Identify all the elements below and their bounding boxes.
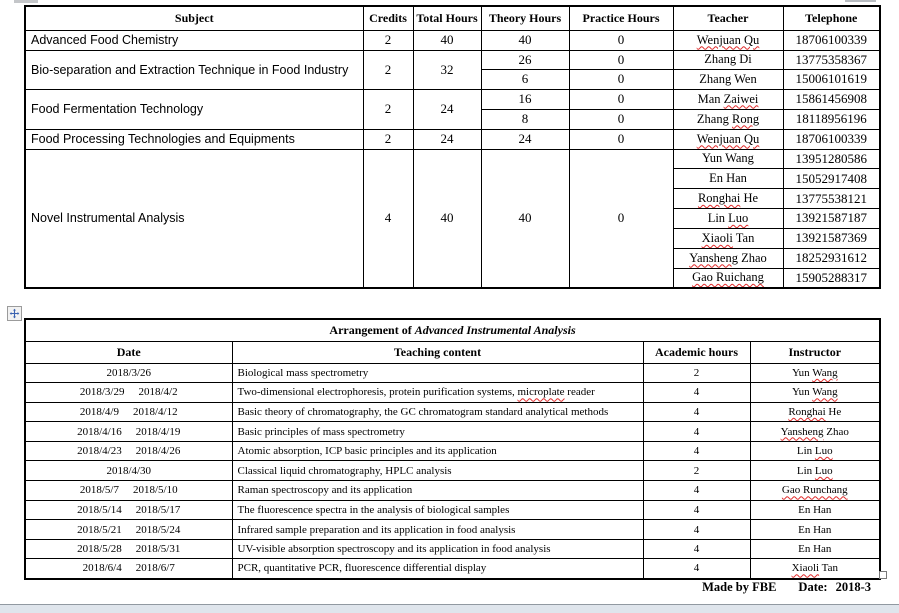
date-value: 2018/3/26 — [106, 366, 152, 379]
teacher-cell[interactable]: Yun Wang — [673, 149, 783, 169]
telephone-cell[interactable]: 13951280586 — [783, 149, 880, 169]
misspelled-text: Luo — [728, 210, 749, 225]
misspelled-text: Wang — [812, 386, 838, 399]
telephone-cell[interactable]: 15905288317 — [783, 268, 880, 288]
instructor-cell[interactable]: Lin Luo — [750, 441, 880, 461]
schedule-row — [25, 461, 880, 481]
date-value: 2018/6/4 — [82, 562, 122, 575]
credits-cell[interactable]: 2 — [363, 129, 413, 149]
date-value: 2018/4/16 — [77, 425, 122, 438]
made-by-text: Made by FBE — [702, 580, 777, 594]
telephone-cell[interactable]: 15052917408 — [783, 169, 880, 189]
telephone-cell[interactable]: 18118956196 — [783, 109, 880, 129]
date-cell[interactable] — [25, 559, 232, 579]
date-value: 2018/5/17 — [135, 503, 181, 516]
schedule-row — [25, 441, 880, 461]
column-header-practice-hours[interactable]: Practice Hours — [569, 6, 673, 30]
date-cell[interactable] — [25, 422, 232, 442]
date-cell[interactable] — [25, 441, 232, 461]
credits-cell[interactable]: 2 — [363, 30, 413, 50]
academic-hours-cell[interactable]: 4 — [643, 441, 750, 461]
teacher-cell[interactable] — [673, 30, 783, 50]
academic-hours-cell[interactable]: 4 — [643, 539, 750, 559]
teacher-cell[interactable]: En Han — [673, 169, 783, 189]
theory-hours-cell[interactable]: 24 — [481, 129, 569, 149]
credits-cell[interactable]: 2 — [363, 50, 413, 89]
schedule-row — [25, 539, 880, 559]
course-row — [25, 50, 880, 70]
course-row — [25, 129, 880, 149]
schedule-row — [25, 422, 880, 442]
table-resize-handle[interactable] — [879, 571, 887, 579]
instructor-cell[interactable]: Ronghai He — [750, 402, 880, 422]
window-bottom-band — [0, 605, 899, 613]
teacher-cell[interactable]: Yansheng Zhao — [673, 248, 783, 268]
misspelled-text: Gao Ruichang — [692, 270, 764, 285]
date-value: 2018/4/30 — [106, 464, 152, 477]
course-row — [25, 89, 880, 109]
telephone-cell[interactable]: 13921587369 — [783, 228, 880, 248]
telephone-cell[interactable]: 13775358367 — [783, 50, 880, 70]
date-cell[interactable] — [25, 461, 232, 481]
schedule-title-prefix: Arrangement of — [329, 322, 415, 337]
academic-hours-cell[interactable]: 2 — [643, 461, 750, 481]
teaching-content-cell[interactable]: UV-visible absorption spectroscopy and its application in food analysis — [232, 539, 643, 559]
telephone-cell[interactable]: 18252931612 — [783, 248, 880, 268]
practice-hours-cell[interactable]: 0 — [569, 70, 673, 90]
date-value: 2018/4/2 — [138, 386, 178, 399]
teaching-content-cell[interactable]: Two-dimensional electrophoresis, protein purification systems, microplate reader — [232, 383, 643, 403]
teacher-cell[interactable] — [673, 129, 783, 149]
academic-hours-cell[interactable]: 4 — [643, 422, 750, 442]
total-hours-cell[interactable]: 32 — [413, 50, 481, 89]
total-hours-cell[interactable]: 24 — [413, 129, 481, 149]
column-header-instructor[interactable]: Instructor — [750, 341, 880, 363]
schedule-table — [24, 318, 881, 580]
total-hours-cell[interactable]: 24 — [413, 89, 481, 129]
misspelled-text: Wang — [812, 366, 838, 379]
date-value: 2018/5/14 — [77, 503, 122, 516]
theory-hours-cell[interactable]: 40 — [481, 149, 569, 288]
subject-cell[interactable]: Novel Instrumental Analysis — [25, 149, 363, 288]
instructor-cell[interactable]: En Han — [750, 520, 880, 540]
schedule-title-course: Advanced Instrumental Analysis — [414, 322, 576, 337]
subject-cell[interactable]: Food Fermentation Technology — [25, 89, 363, 129]
date-value: 2018/5/7 — [79, 484, 119, 497]
instructor-cell[interactable]: En Han — [750, 539, 880, 559]
telephone-cell[interactable]: 13921587187 — [783, 209, 880, 229]
date-cell[interactable] — [25, 481, 232, 501]
schedule-header-row — [25, 341, 880, 363]
telephone-cell[interactable]: 18706100339 — [783, 30, 880, 50]
course-row — [25, 30, 880, 50]
instructor-cell[interactable]: Yun Wang — [750, 363, 880, 383]
teacher-cell[interactable] — [673, 268, 783, 288]
date-value: 2018/5/10 — [133, 484, 178, 497]
date-value: 2018/5/24 — [135, 523, 181, 536]
telephone-cell[interactable]: 15006101619 — [783, 70, 880, 90]
column-header-theory-hours[interactable]: Theory Hours — [481, 6, 569, 30]
date-value: 2018/5/21 — [77, 523, 122, 536]
teaching-content-cell[interactable]: The fluorescence spectra in the analysis of biological samples — [232, 500, 643, 520]
date-cell[interactable] — [25, 500, 232, 520]
total-hours-cell[interactable]: 40 — [413, 30, 481, 50]
teaching-content-cell[interactable]: Classical liquid chromatography, HPLC analysis — [232, 461, 643, 481]
misspelled-text: Xiaoli — [701, 230, 733, 245]
course-table-header-row — [25, 6, 880, 30]
course-row — [25, 149, 880, 169]
misspelled-text: Luo — [814, 445, 833, 458]
telephone-cell[interactable]: 15861456908 — [783, 89, 880, 109]
move-arrows-icon — [9, 308, 20, 319]
teaching-content-cell[interactable]: Biological mass spectrometry — [232, 363, 643, 383]
misspelled-text: Yansheng — [689, 250, 738, 265]
window-edge-artifact — [845, 0, 876, 2]
academic-hours-cell[interactable]: 4 — [643, 481, 750, 501]
column-header-subject[interactable]: Subject — [25, 6, 363, 30]
date-value: 2018/4/26 — [135, 445, 181, 458]
teacher-cell[interactable]: Lin Luo — [673, 209, 783, 229]
teacher-cell[interactable]: Man Zaiwei — [673, 89, 783, 109]
practice-hours-cell[interactable]: 0 — [569, 109, 673, 129]
subject-cell[interactable]: Food Processing Technologies and Equipments — [25, 129, 363, 149]
theory-hours-cell[interactable]: 8 — [481, 109, 569, 129]
misspelled-text: Ronghai — [788, 405, 826, 418]
misspelled-text: Wenjuan Qu — [696, 32, 760, 47]
misspelled-text: microplate — [517, 386, 565, 399]
misspelled-text: Ronghai — [697, 191, 741, 206]
column-header-teaching-content[interactable]: Teaching content — [232, 341, 643, 363]
teaching-content-cell[interactable]: Raman spectroscopy and its application — [232, 481, 643, 501]
date-cell[interactable] — [25, 520, 232, 540]
instructor-cell[interactable] — [750, 481, 880, 501]
date-value: 2018/4/9 — [79, 405, 119, 418]
telephone-cell[interactable]: 18706100339 — [783, 129, 880, 149]
telephone-cell[interactable]: 13775538121 — [783, 189, 880, 209]
date-cell[interactable] — [25, 363, 232, 383]
theory-hours-cell[interactable]: 40 — [481, 30, 569, 50]
instructor-cell[interactable]: Lin Luo — [750, 461, 880, 481]
teacher-cell[interactable]: Zhang Rong — [673, 109, 783, 129]
misspelled-text: Rong — [731, 111, 760, 126]
schedule-row — [25, 481, 880, 501]
schedule-row — [25, 402, 880, 422]
date-value: 2018/4/19 — [135, 425, 181, 438]
column-header-academic-hours[interactable]: Academic hours — [643, 341, 750, 363]
schedule-row — [25, 520, 880, 540]
column-header-telephone[interactable]: Telephone — [783, 6, 880, 30]
teacher-cell[interactable]: Xiaoli Tan — [673, 228, 783, 248]
date-cell[interactable] — [25, 383, 232, 403]
teacher-cell[interactable]: Ronghai He — [673, 189, 783, 209]
practice-hours-cell[interactable]: 0 — [569, 89, 673, 109]
teaching-content-cell[interactable]: Infrared sample preparation and its application in food analysis — [232, 520, 643, 540]
date-value: 2018/4/23 — [77, 445, 122, 458]
instructor-cell[interactable]: Xiaoli Tan — [750, 559, 880, 579]
academic-hours-cell[interactable]: 4 — [643, 402, 750, 422]
subject-cell[interactable]: Advanced Food Chemistry — [25, 30, 363, 50]
teacher-cell[interactable]: Zhang Wen — [673, 70, 783, 90]
date-label: Date: — [798, 580, 828, 594]
practice-hours-cell[interactable]: 0 — [569, 149, 673, 288]
academic-hours-cell[interactable]: 4 — [643, 520, 750, 540]
date-value: 2018/3/29 — [79, 386, 125, 399]
schedule-row — [25, 383, 880, 403]
theory-hours-cell[interactable]: 26 — [481, 50, 569, 70]
teaching-content-cell[interactable]: Atomic absorption, ICP basic principles and its application — [232, 441, 643, 461]
date-cell[interactable] — [25, 539, 232, 559]
teaching-content-cell[interactable]: Basic theory of chromatography, the GC chromatogram standard analytical methods — [232, 402, 643, 422]
course-table — [24, 5, 881, 289]
teaching-content-cell[interactable]: PCR, quantitative PCR, fluorescence differential display — [232, 559, 643, 579]
column-header-total-hours[interactable]: Total Hours — [413, 6, 481, 30]
misspelled-text: Xiaoli — [791, 562, 820, 575]
date-value: 2018/5/28 — [77, 543, 122, 556]
academic-hours-cell[interactable]: 4 — [643, 559, 750, 579]
academic-hours-cell[interactable]: 4 — [643, 500, 750, 520]
total-hours-cell[interactable]: 40 — [413, 149, 481, 288]
date-value: 2018/6/7 — [135, 562, 175, 575]
credits-cell[interactable]: 2 — [363, 89, 413, 129]
practice-hours-cell[interactable]: 0 — [569, 129, 673, 149]
academic-hours-cell[interactable]: 2 — [643, 363, 750, 383]
column-header-date[interactable]: Date — [25, 341, 232, 363]
date-value: 2018/5/31 — [135, 543, 181, 556]
instructor-cell[interactable]: En Han — [750, 500, 880, 520]
column-header-teacher[interactable]: Teacher — [673, 6, 783, 30]
misspelled-text: Zaiwei — [723, 91, 759, 106]
theory-hours-cell[interactable]: 6 — [481, 70, 569, 90]
date-value: 2018-3 — [835, 580, 871, 594]
subject-cell[interactable]: Bio-separation and Extraction Technique in Food Industry — [25, 50, 363, 89]
academic-hours-cell[interactable]: 4 — [643, 383, 750, 403]
table-move-handle[interactable] — [7, 306, 22, 321]
theory-hours-cell[interactable]: 16 — [481, 89, 569, 109]
schedule-row — [25, 500, 880, 520]
credits-cell[interactable]: 4 — [363, 149, 413, 288]
column-header-credits[interactable]: Credits — [363, 6, 413, 30]
teaching-content-cell[interactable]: Basic principles of mass spectrometry — [232, 422, 643, 442]
misspelled-text: Gao Runchang — [781, 484, 848, 497]
instructor-cell[interactable]: Yun Wang — [750, 383, 880, 403]
practice-hours-cell[interactable]: 0 — [569, 50, 673, 70]
schedule-title-cell[interactable] — [25, 319, 880, 341]
misspelled-text: Yansheng — [780, 425, 824, 438]
misspelled-text: Luo — [814, 464, 833, 477]
schedule-row — [25, 559, 880, 579]
schedule-row — [25, 363, 880, 383]
date-cell[interactable] — [25, 402, 232, 422]
instructor-cell[interactable]: Yansheng Zhao — [750, 422, 880, 442]
teacher-cell[interactable]: Zhang Di — [673, 50, 783, 70]
practice-hours-cell[interactable]: 0 — [569, 30, 673, 50]
document-footer[interactable] — [24, 580, 877, 595]
window-edge-artifact — [14, 0, 38, 3]
misspelled-text: Wenjuan Qu — [696, 131, 760, 146]
date-value: 2018/4/12 — [133, 405, 178, 418]
